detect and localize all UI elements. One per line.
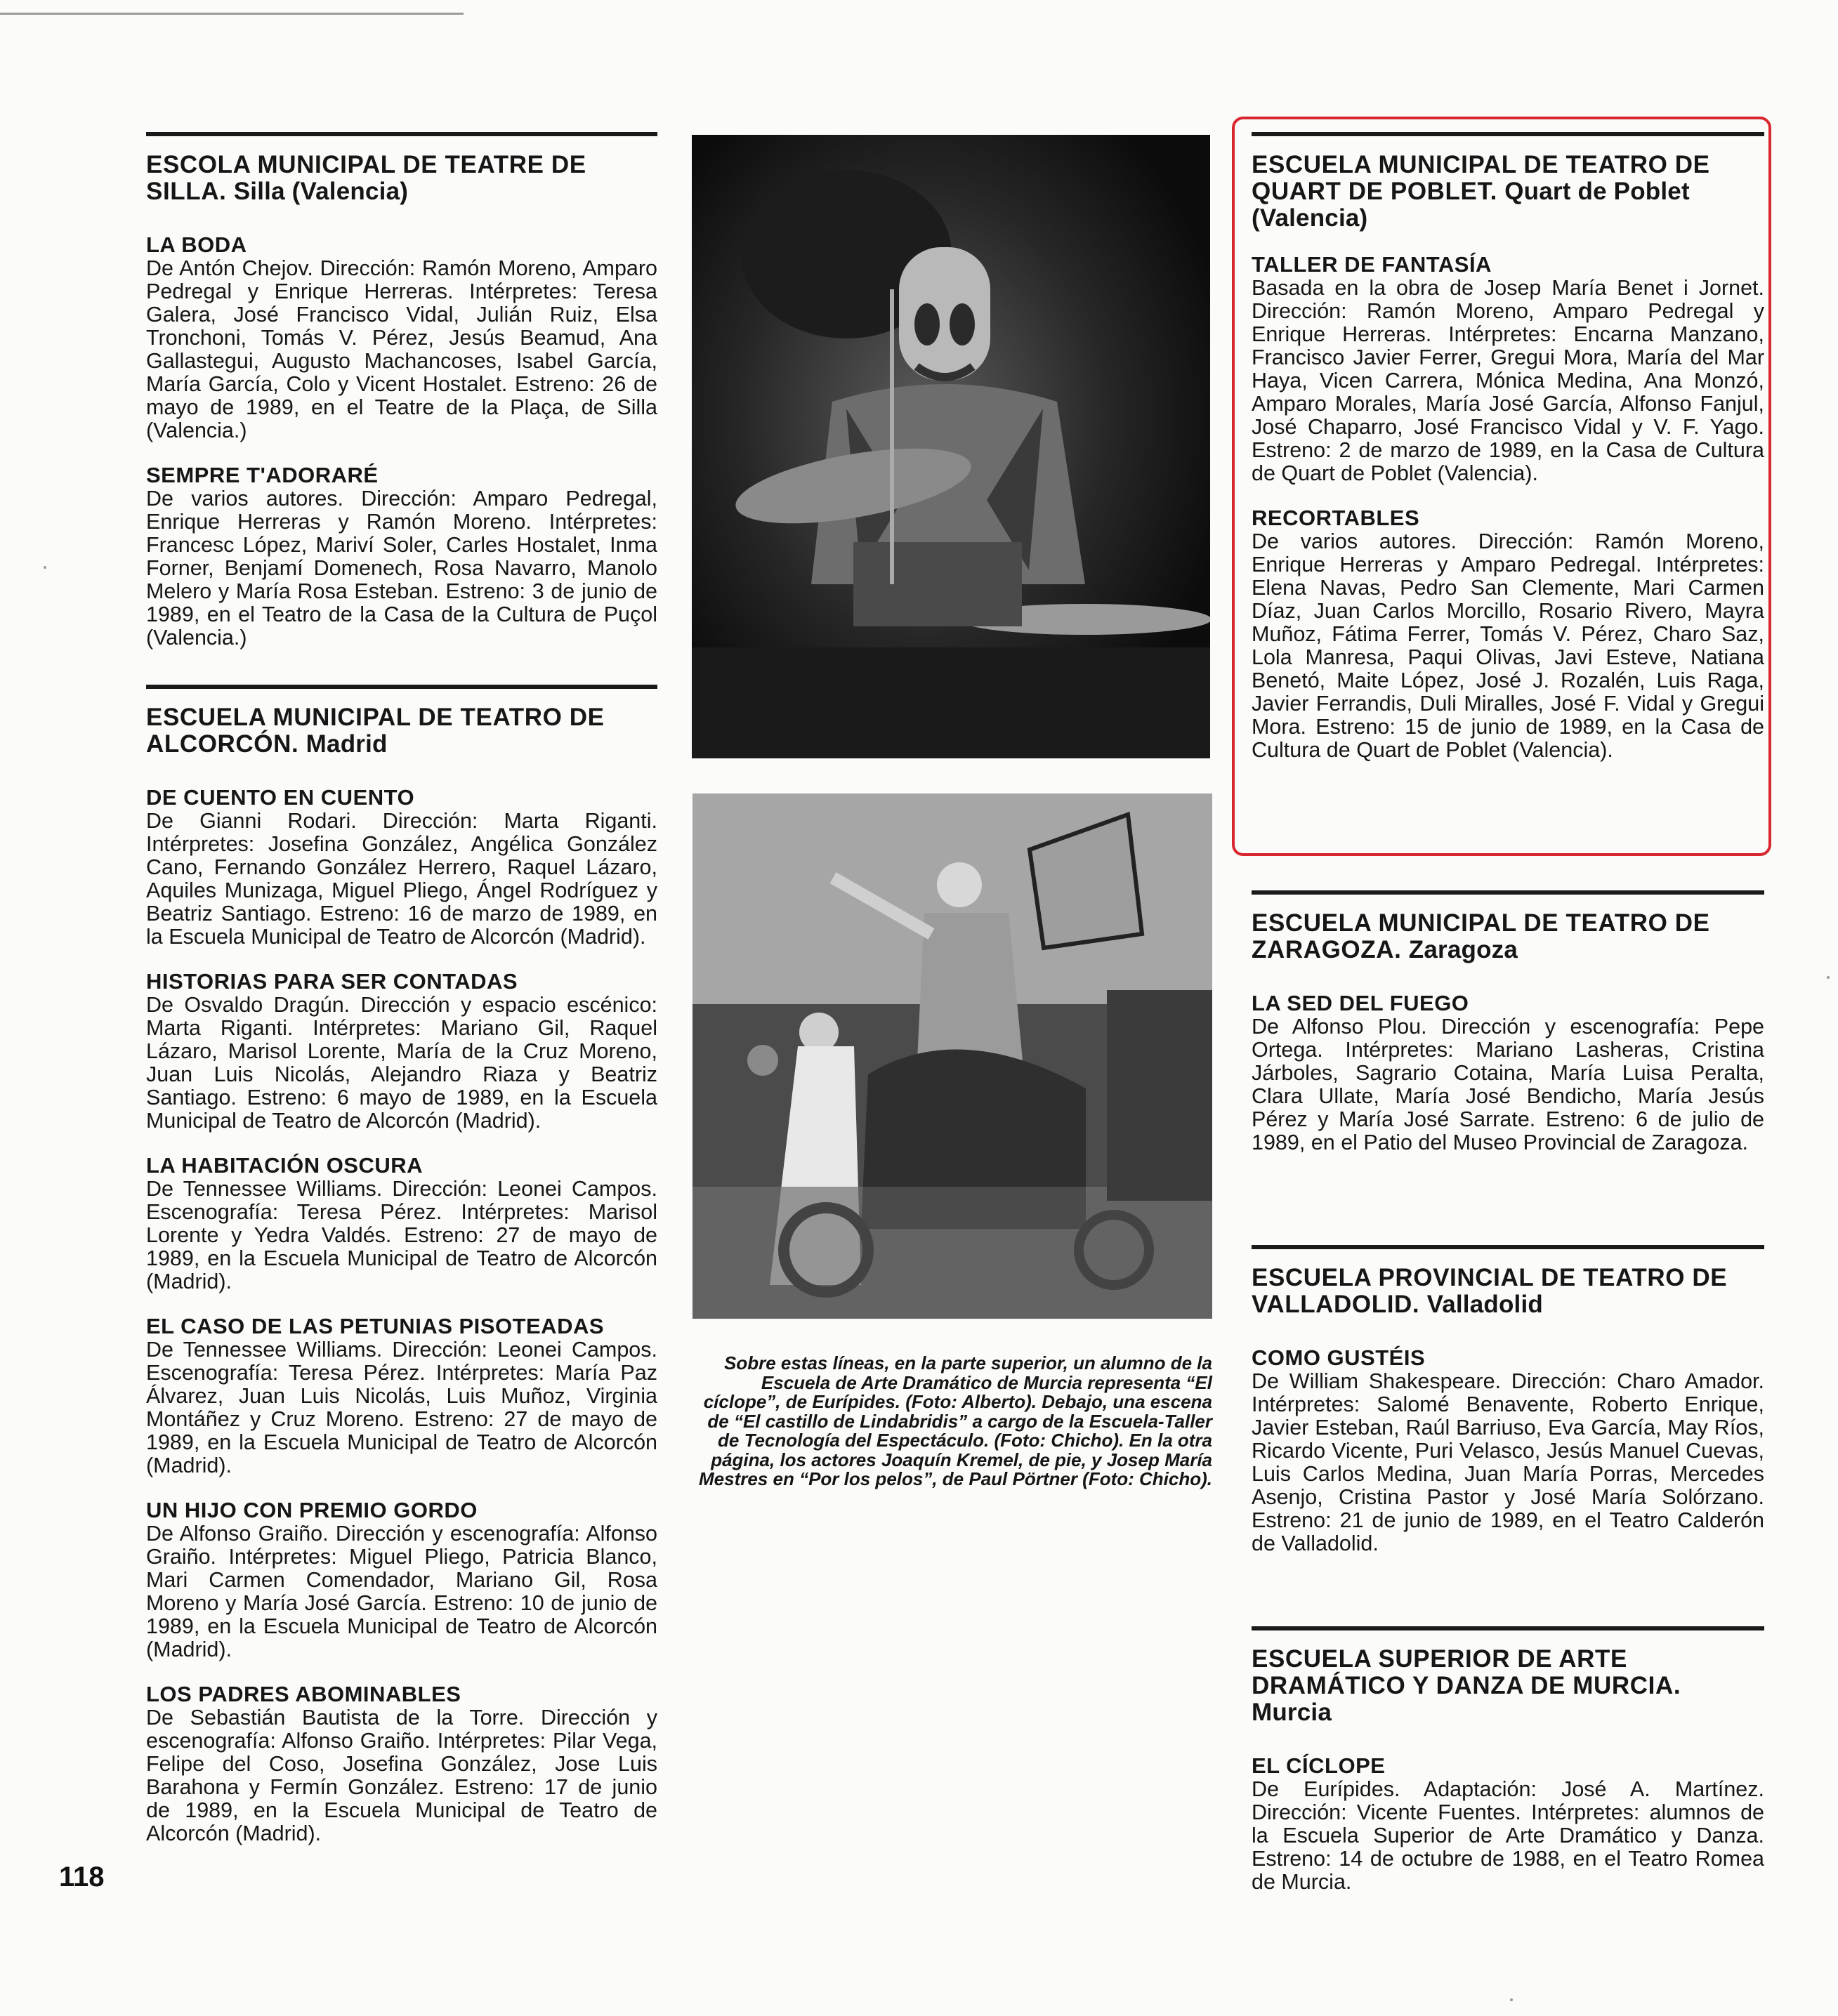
play-body: De varios autores. Dirección: Ramón Moreno, Enrique Herreras y Amparo Pedregal. Intérpretes: Elena Navas, Pedro San Clemente, Mari Carmen Díaz, Juan Carlos Morcillo, Rosario Rivero, Mayra Muñoz, Fátima Ferrer, Tomás V. Pérez, Charo Saz, Lola Manresa, Paqui Olivas, Javi Esteve, Natiana Benetó, Maite López, José J. Rozalén, Luis Raga, Javier Ferrandis, Duli Miralles, José F. Vidal y Gregui Mora. Estreno: 15 de junio de 1989, en la Casa de Cultura de Quart de Poblet (Valencia). — [1252, 529, 1764, 762]
play-body: De varios autores. Dirección: Amparo Pedregal, Enrique Herreras y Ramón Moreno. Intérpretes: Francesc López, Mariví Soler, Carles Hostalet, Inma Forner, Benjamí Domenech, Rosa Navarro, Manolo Melero y María Rosa Esteban. Estreno: 3 de junio de 1989, en el Teatro de la Casa de la Cultura de Puçol (Valencia.) — [146, 487, 657, 650]
section-rule — [146, 132, 657, 136]
section-silla — [146, 132, 657, 650]
heading-line-2: SILLA. — [146, 178, 227, 205]
play-title: COMO GUSTÉIS — [1252, 1345, 1426, 1370]
speck — [44, 566, 46, 569]
photo-caption: Sobre estas líneas, en la parte superior, un alumno de la Escuela de Arte Dramático de Murcia representa “El cíclope”, de Eurípides. (Foto: Alberto). Debajo, una escena de “El castillo de Lindabridis” a cargo de la Escuela-Taller de Tecnología del Espectáculo. (Foto: Chicho). En la otra página, los actores Joaquín Kremel, de pie, y Josep María Mestres en “Por los pelos”, de Paul Pörtner (Foto: Chicho). — [699, 1352, 1212, 1489]
section-heading — [146, 704, 657, 758]
section-rule — [146, 685, 657, 689]
play-body: De Tennessee Williams. Dirección: Leonei Campos. Escenografía: Teresa Pérez. Intérpretes: Marisol Lorente y Yedra Valdés. Estreno: 27 de mayo de 1989, en la Escuela Municipal de Teatro de Alcorcón (Madrid). — [146, 1177, 657, 1293]
heading-line-2: VALLADOLID. — [1252, 1291, 1420, 1318]
play-entry — [146, 463, 657, 650]
play-body: De Sebastián Bautista de la Torre. Dirección y escenografía: Alfonso Graiño. Intérpretes: Pilar Vega, Felipe del Coso, Josefina González, Jose Luis Barahona y Fermín González. Estreno: 17 de junio de 1989, en la Escuela Municipal de Teatro de Alcorcón (Madrid). — [146, 1706, 657, 1845]
play-entry — [146, 1498, 657, 1661]
heading-line-2: QUART DE POBLET. — [1252, 178, 1497, 205]
heading-line-2: ZARAGOZA. — [1252, 936, 1402, 963]
play-title: LA SED DEL FUEGO — [1252, 991, 1469, 1015]
heading-location: Murcia — [1252, 1699, 1332, 1726]
section-rule — [1252, 890, 1764, 895]
play-title: LA HABITACIÓN OSCURA — [146, 1153, 424, 1178]
heading-line-2: DRAMÁTICO Y DANZA DE MURCIA. — [1252, 1672, 1681, 1699]
section-rule — [1252, 1626, 1764, 1630]
play-title: EL CÍCLOPE — [1252, 1753, 1386, 1778]
play-entry — [146, 970, 657, 1133]
play-title: RECORTABLES — [1252, 506, 1420, 530]
play-title: LA BODA — [146, 232, 247, 257]
section-zaragoza — [1252, 890, 1764, 1175]
heading-line-1: ESCOLA MUNICIPAL DE TEATRE DE — [146, 151, 586, 178]
play-entry — [146, 786, 657, 949]
page-number: 118 — [59, 1862, 105, 1892]
play-title: EL CASO DE LAS PETUNIAS PISOTEADAS — [146, 1314, 605, 1338]
section-heading — [1252, 1646, 1764, 1726]
left-column — [146, 132, 657, 1866]
play-entry — [146, 233, 657, 442]
section-rule — [1252, 1245, 1764, 1249]
heading-location: Silla (Valencia) — [233, 178, 409, 205]
play-body: Basada en la obra de Josep María Benet i Jornet. Dirección: Ramón Moreno, Amparo Pedregal y Enrique Herreras. Intérpretes: Encarna Manzano, Francisco Javier Ferrer, Gregui Mora, María del Mar Haya, Vicen Carrera, Mónica Medina, Ana Monzó, Amparo Morales, María José García, Alfonso Fanjul, José Chaparro, José Francisco Vidal y V. F. Yago. Estreno: 2 de marzo de 1989, en la Casa de Cultura de Quart de Poblet (Valencia). — [1252, 276, 1764, 485]
play-body: De William Shakespeare. Dirección: Charo Amador. Intérpretes: Salomé Benavente, Roberto Enrique, Javier Esteban, Raúl Barriuso, Eva García, May Ríos, Ricardo Vicente, Puri Velasco, Jesús Manuel Cuevas, Luis Carlos Medina, Juan María Porras, Mercedes Asenjo, Cristina Pastor y José María Solórzano. Estreno: 21 de junio de 1989, en el Teatro Calderón de Valladolid. — [1252, 1369, 1764, 1555]
play-body: De Tennessee Williams. Dirección: Leonei Campos. Escenografía: Teresa Pérez. Intérpretes: María Paz Álvarez, Juan Luis Nicolás, Luis Muñoz, Virginia Montáñez y Cruz Moreno. Estreno: 27 de mayo de 1989, en la Escuela Municipal de Teatro de Alcorcón (Madrid). — [146, 1338, 657, 1477]
play-entry — [1252, 1754, 1764, 1894]
play-body: De Gianni Rodari. Dirección: Marta Riganti. Intérpretes: Josefina González, Angélica González Cano, Fernando González Herrero, Raquel Lázaro, Aquiles Munizaga, Miguel Pliego, Ángel Rodríguez y Beatriz Santiago. Estreno: 16 de marzo de 1989, en la Escuela Municipal de Teatro de Alcorcón (Madrid). — [146, 809, 657, 949]
section-alcorcon — [146, 685, 657, 1845]
play-entry — [1252, 1346, 1764, 1555]
play-title: UN HIJO CON PREMIO GORDO — [146, 1498, 478, 1522]
play-body: De Antón Chejov. Dirección: Ramón Moreno, Amparo Pedregal y Enrique Herreras. Intérpretes: Teresa Galera, José Francisco Vidal, Julián Ruiz, Elsa Tronchoni, Tomás V. Pérez, Jesús Beamud, Ana Gallastegui, Augusto Machancoses, Isabel García, María García, Colo y Vicent Hostalet. Estreno: 26 de mayo de 1989, en el Teatre de la Plaça, de Silla (Valencia.) — [146, 256, 657, 442]
heading-location: Valladolid — [1426, 1291, 1543, 1318]
play-title: SEMPRE T'ADORARÉ — [146, 463, 379, 487]
play-title: LOS PADRES ABOMINABLES — [146, 1682, 461, 1706]
play-body: De Alfonso Plou. Dirección y escenografía: Pepe Ortega. Intérpretes: Mariano Lasheras, Cristina Járboles, Sagrario Cotaina, María Luisa Peralta, Clara Ullate, María José Bendicho, María Jesús Pérez y María José Sarrate. Estreno: 6 de julio de 1989, en el Patio del Museo Provincial de Zaragoza. — [1252, 1015, 1764, 1154]
section-heading — [1252, 1265, 1764, 1318]
play-body: De Eurípides. Adaptación: José A. Martínez. Dirección: Vicente Fuentes. Intérpretes: alumnos de la Escuela Superior de Arte Dramático y Danza. Estreno: 14 de octubre de 1988, en el Teatro Romea de Murcia. — [1252, 1777, 1764, 1894]
section-heading — [146, 152, 657, 205]
play-entry — [146, 1682, 657, 1845]
top-rule — [0, 13, 464, 15]
heading-line-1: ESCUELA MUNICIPAL DE TEATRO DE — [1252, 151, 1710, 178]
heading-location: Quart de Poblet (Valencia) — [1252, 178, 1690, 232]
play-body: De Alfonso Graiño. Dirección y escenografía: Alfonso Graiño. Intérpretes: Miguel Pliego, Patricia Blanco, Mari Carmen Comendador, Mariano Gil, Rosa Moreno y María José García. Estreno: 10 de junio de 1989, en la Escuela Municipal de Teatro de Alcorcón (Madrid). — [146, 1522, 657, 1661]
play-entry — [1252, 253, 1764, 485]
play-title: DE CUENTO EN CUENTO — [146, 785, 415, 810]
photo-clown-drummer — [692, 135, 1210, 758]
heading-line-1: ESCUELA MUNICIPAL DE TEATRO DE — [146, 704, 605, 731]
section-quart-de-poblet — [1252, 132, 1764, 783]
section-heading — [1252, 910, 1764, 963]
play-entry — [146, 1315, 657, 1477]
play-entry — [1252, 506, 1764, 762]
heading-line-1: ESCUELA MUNICIPAL DE TEATRO DE — [1252, 909, 1710, 937]
section-rule — [1252, 132, 1764, 136]
play-body: De Osvaldo Dragún. Dirección y espacio escénico: Marta Riganti. Intérpretes: Mariano Gil, Raquel Lázaro, Marisol Lorente, María de la Cruz Moreno, Juan Luis Nicolás, Alejandro Riaza y Beatriz Santiago. Estreno: 6 mayo de 1989, en la Escuela Municipal de Teatro de Alcorcón (Madrid). — [146, 993, 657, 1133]
heading-location: Zaragoza — [1408, 936, 1518, 963]
play-entry — [146, 1154, 657, 1293]
speck — [1510, 1998, 1513, 2001]
section-murcia — [1252, 1626, 1764, 1915]
play-title: HISTORIAS PARA SER CONTADAS — [146, 969, 518, 994]
section-valladolid — [1252, 1245, 1764, 1576]
heading-line-2: ALCORCÓN. — [146, 730, 299, 758]
speck — [1827, 976, 1830, 979]
section-heading — [1252, 152, 1764, 232]
heading-location: Madrid — [306, 730, 388, 758]
heading-line-1: ESCUELA PROVINCIAL DE TEATRO DE — [1252, 1264, 1728, 1291]
play-title: TALLER DE FANTASÍA — [1252, 252, 1492, 277]
photo-castle-scene — [692, 793, 1212, 1319]
heading-line-1: ESCUELA SUPERIOR DE ARTE — [1252, 1645, 1627, 1673]
play-entry — [1252, 991, 1764, 1154]
